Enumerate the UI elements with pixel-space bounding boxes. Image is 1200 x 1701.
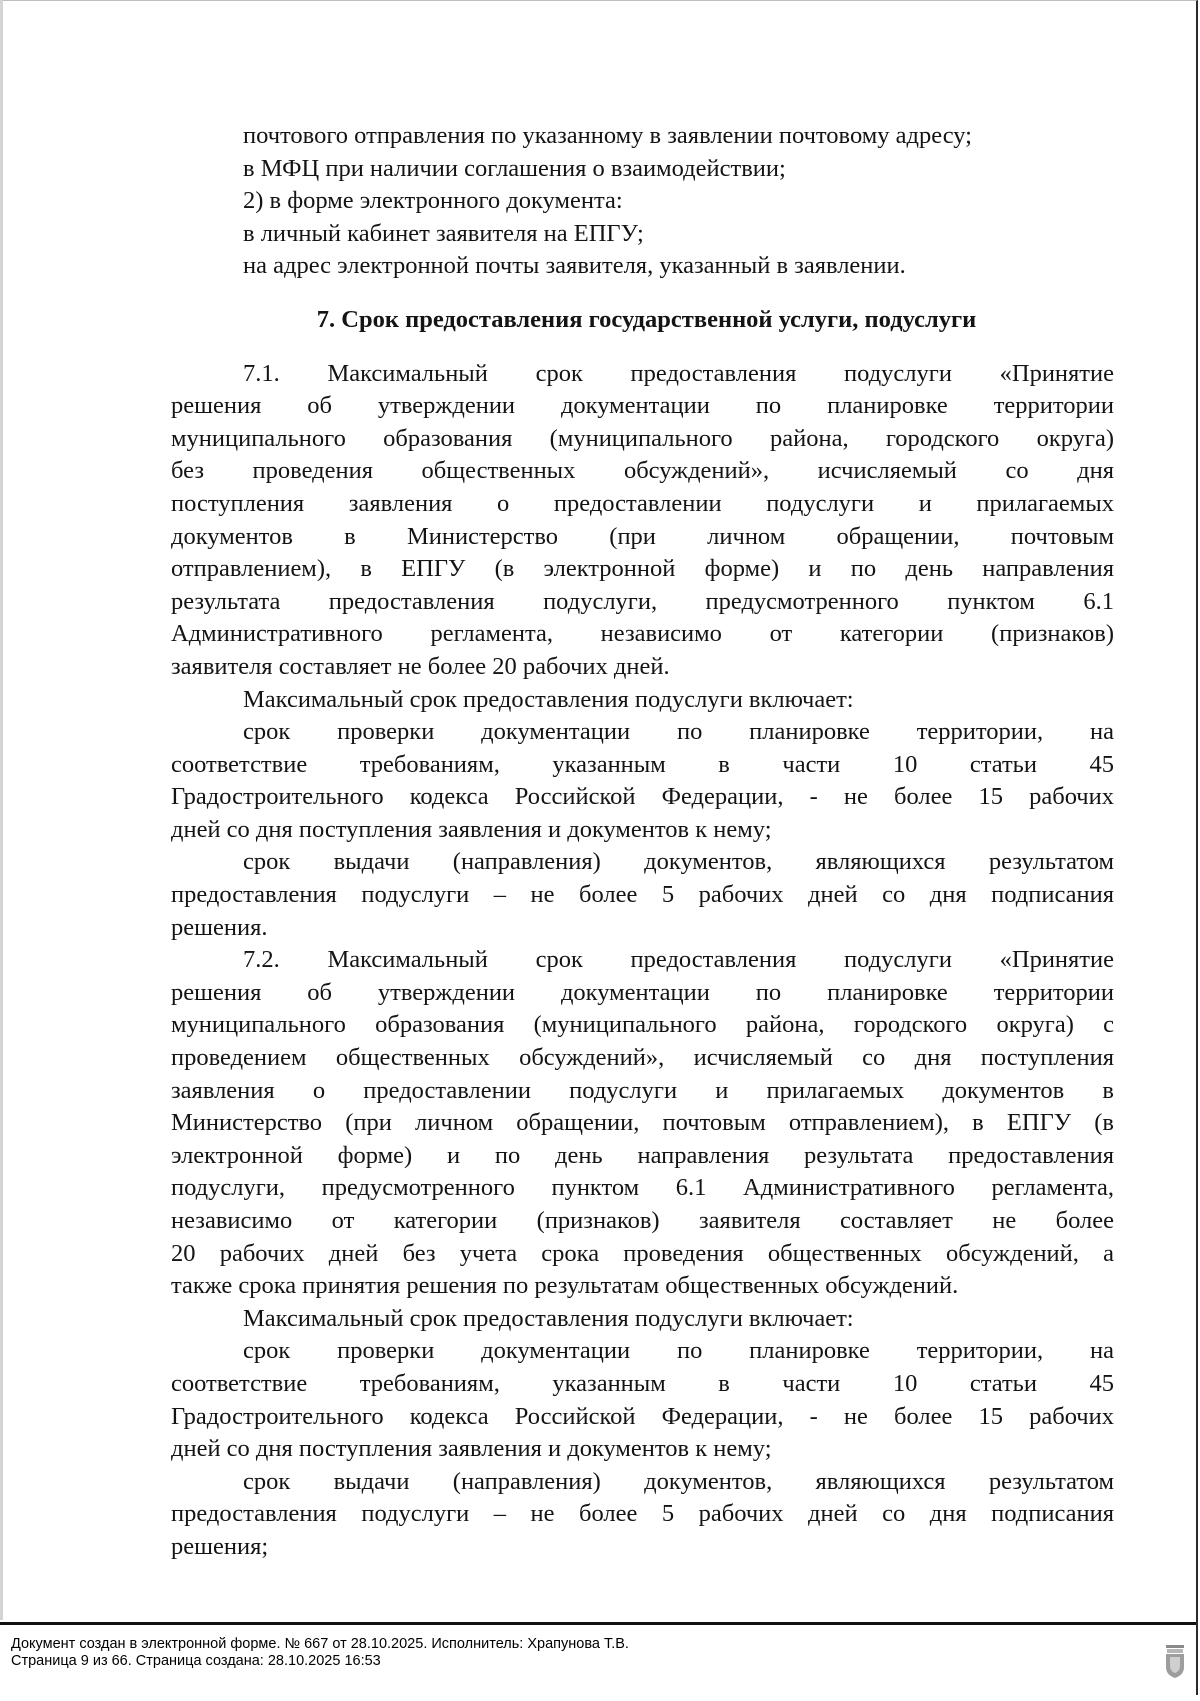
text-line: решения об утверждении документации по планировке территории bbox=[171, 978, 1114, 1006]
text-line: 20 рабочих дней без учета срока проведения общественных обсуждений, а bbox=[171, 1239, 1114, 1267]
text-line: поступления заявления о предоставлении подуслуги и прилагаемых bbox=[171, 489, 1114, 517]
text-line: дней со дня поступления заявления и документов к нему; bbox=[171, 1435, 772, 1463]
text-line: отправлением), в ЕПГУ (в электронной форме) и по день направления bbox=[171, 555, 1114, 583]
includes-heading-1: Максимальный срок предоставления подуслуги включает: bbox=[243, 685, 854, 713]
document-footer bbox=[0, 1622, 1196, 1701]
text-line: на адрес электронной почты заявителя, указанный в заявлении. bbox=[243, 252, 906, 280]
text-line: заявления о предоставлении подуслуги и прилагаемых документов в bbox=[171, 1076, 1114, 1104]
text-line: предоставления подуслуги – не более 5 рабочих дней со дня подписания bbox=[171, 1500, 1114, 1528]
text-line: решения об утверждении документации по планировке территории bbox=[171, 392, 1114, 420]
text-line: независимо от категории (признаков) заявителя составляет не более bbox=[171, 1207, 1114, 1234]
text-line: дней со дня поступления заявления и документов к нему; bbox=[171, 815, 772, 843]
text-line: 7.1. Максимальный срок предоставления подуслуги «Принятие bbox=[243, 359, 1114, 387]
text-line: Административного регламента, независимо от категории (признаков) bbox=[171, 620, 1114, 648]
text-line: почтового отправления по указанному в заявлении почтовому адресу; bbox=[243, 122, 972, 149]
text-line: заявителя составляет не более 20 рабочих дней. bbox=[171, 652, 670, 680]
text-line: проведением общественных обсуждений», исчисляемый со дня поступления bbox=[171, 1044, 1114, 1072]
delivery-methods-list bbox=[171, 120, 1114, 283]
issue-period-1 bbox=[171, 846, 1114, 944]
text-line: в МФЦ при наличии соглашения о взаимодействии; bbox=[243, 154, 786, 182]
footer-document-info: Документ создан в электронной форме. № 667 от 28.10.2025. Исполнитель: Храпунова Т.В. bbox=[11, 1636, 629, 1652]
footer-text bbox=[11, 1636, 629, 1670]
text-line: срок выдачи (направления) документов, являющихся результатом bbox=[243, 1467, 1114, 1495]
text-line: Градостроительного кодекса Российской Федерации, - не более 15 рабочих bbox=[171, 1402, 1114, 1430]
text-line: также срока принятия решения по результатам общественных обсуждений. bbox=[171, 1272, 959, 1300]
text-line: Министерство (при личном обращении, почтовым отправлением), в ЕПГУ (в bbox=[171, 1109, 1114, 1137]
text-line: срок выдачи (направления) документов, являющихся результатом bbox=[243, 848, 1114, 876]
text-line: срок проверки документации по планировке территории, на bbox=[243, 1337, 1114, 1365]
text-line: 7.2. Максимальный срок предоставления подуслуги «Принятие bbox=[243, 946, 1114, 974]
text-line: муниципального образования (муниципального района, городского округа) bbox=[171, 424, 1114, 452]
paragraph-7-2 bbox=[171, 944, 1114, 1303]
text-line: без проведения общественных обсуждений», исчисляемый со дня bbox=[171, 457, 1114, 485]
scan-edge bbox=[0, 0, 3, 1620]
text-line: 2) в форме электронного документа: bbox=[243, 187, 623, 215]
text-line: электронной форме) и по день направления результата предоставления bbox=[171, 1141, 1114, 1169]
text-line: муниципального образования (муниципального района, городского округа) с bbox=[171, 1011, 1114, 1039]
text-line: предоставления подуслуги – не более 5 рабочих дней со дня подписания bbox=[171, 881, 1114, 909]
text-line: Градостроительного кодекса Российской Федерации, - не более 15 рабочих bbox=[171, 783, 1114, 811]
text-line: решения. bbox=[171, 913, 268, 941]
coat-of-arms-icon bbox=[1163, 1643, 1187, 1679]
check-period-1 bbox=[171, 716, 1114, 846]
issue-period-2 bbox=[171, 1466, 1114, 1564]
text-line: соответствие требованиям, указанным в части 10 статьи 45 bbox=[171, 1369, 1114, 1397]
text-line: подуслуги, предусмотренного пунктом 6.1 Административного регламента, bbox=[171, 1174, 1114, 1202]
paragraph-7-1 bbox=[171, 358, 1114, 684]
includes-heading-2: Максимальный срок предоставления подуслуги включает: bbox=[243, 1304, 854, 1332]
text-line: соответствие требованиям, указанным в части 10 статьи 45 bbox=[171, 750, 1114, 778]
document-body bbox=[171, 120, 1114, 1564]
text-line: решения; bbox=[171, 1532, 269, 1560]
check-period-2 bbox=[171, 1335, 1114, 1465]
text-line: документов в Министерство (при личном обращении, почтовым bbox=[171, 522, 1114, 550]
text-line: срок проверки документации по планировке территории, на bbox=[243, 718, 1114, 746]
footer-page-info: Страница 9 из 66. Страница создана: 28.10.2025 16:53 bbox=[11, 1653, 381, 1669]
section-heading: 7. Срок предоставления государственной услуги, подуслуги bbox=[316, 305, 977, 333]
text-line: в личный кабинет заявителя на ЕПГУ; bbox=[243, 219, 644, 247]
text-line: результата предоставления подуслуги, предусмотренного пунктом 6.1 bbox=[171, 587, 1114, 615]
